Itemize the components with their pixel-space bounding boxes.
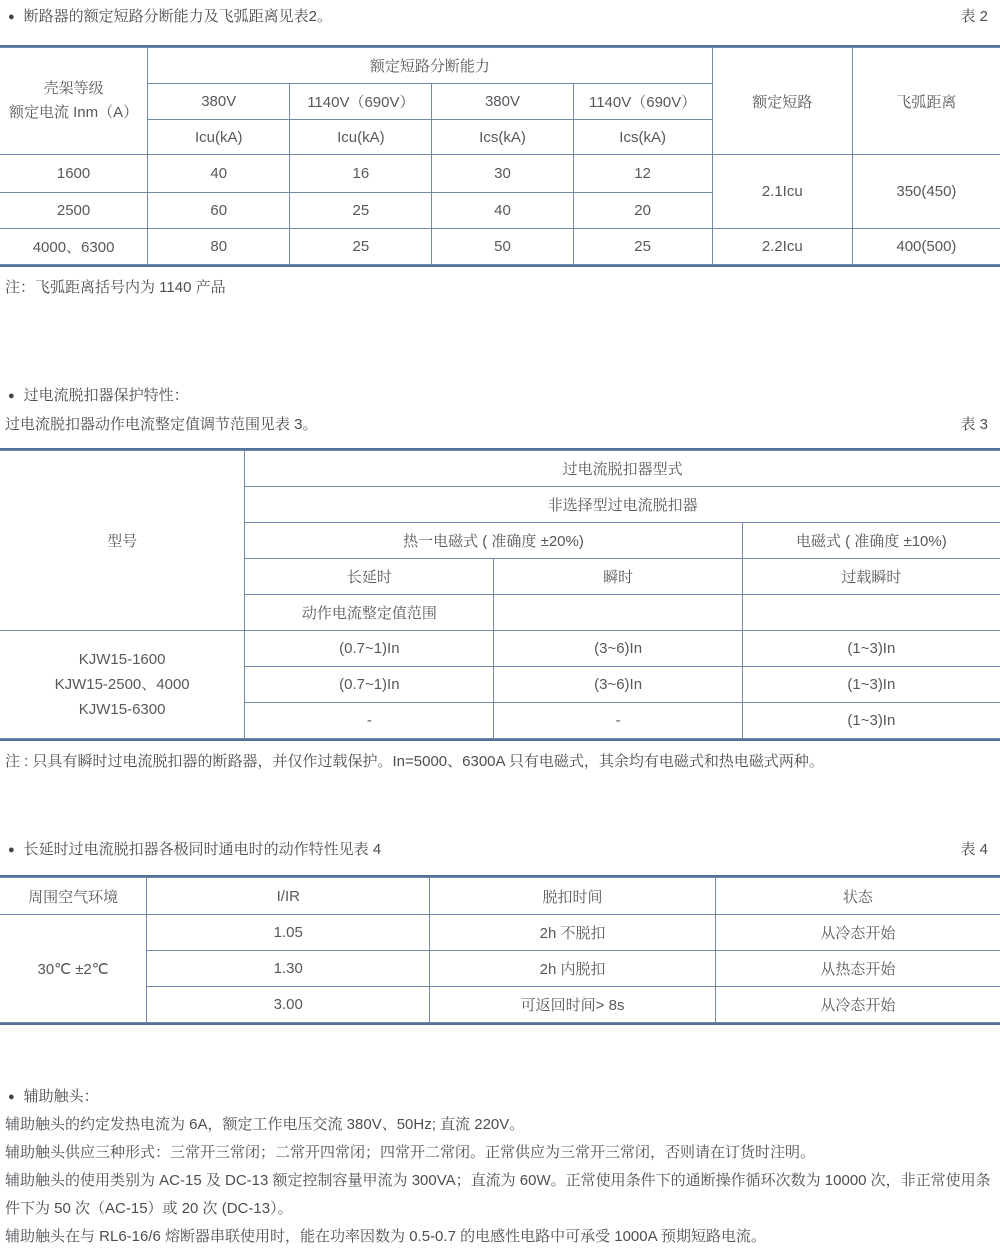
table4-label: 表 4 bbox=[960, 841, 988, 858]
trip-setting-table-wrap bbox=[0, 448, 1000, 741]
table-row bbox=[0, 631, 1000, 667]
magnetic-header: 电磁式 ( 准确度 ±10%) bbox=[742, 523, 1000, 559]
section3-heading-row bbox=[0, 836, 1000, 864]
value-cell: 1.05 bbox=[147, 915, 430, 951]
rated-breaking-table-wrap bbox=[0, 45, 1000, 267]
table-row bbox=[0, 987, 1000, 1023]
section4-heading bbox=[8, 1083, 99, 1111]
section1-heading bbox=[8, 3, 332, 31]
value-cell: 50 bbox=[432, 229, 573, 265]
value-cell: 40 bbox=[432, 193, 573, 229]
value-cell: - bbox=[245, 703, 494, 739]
value-cell: 60 bbox=[148, 193, 290, 229]
voltage-header: 380V bbox=[432, 84, 573, 120]
model-header: 型号 bbox=[0, 451, 245, 631]
arc-distance-cell: 350(450) bbox=[852, 155, 1000, 229]
section1-heading-text: 断路器的额定短路分断能力及飞弧距离见表2。 bbox=[23, 8, 333, 25]
environment-cell: 30℃ ±2℃ bbox=[0, 915, 147, 1023]
value-cell: (3~6)In bbox=[494, 667, 742, 703]
voltage-header: 1140V（690V） bbox=[573, 84, 712, 120]
bullet-icon: ● bbox=[8, 1091, 15, 1103]
table-row bbox=[0, 155, 1000, 193]
value-cell: 20 bbox=[573, 193, 712, 229]
value-cell: 25 bbox=[290, 193, 432, 229]
table2-note: 注：飞弧距离括号内为 1140 产品 bbox=[5, 279, 226, 296]
unit-header: Ics(kA) bbox=[432, 120, 573, 155]
breaking-capacity-header: 额定短路分断能力 bbox=[148, 48, 713, 84]
value-cell: 1.30 bbox=[147, 951, 430, 987]
value-cell: 2h 不脱扣 bbox=[430, 915, 715, 951]
aux-paragraph: 辅助触头的约定发热电流为 6A，额定工作电压交流 380V、50Hz; 直流 220V。 bbox=[5, 1116, 525, 1133]
value-cell: 2h 内脱扣 bbox=[430, 951, 715, 987]
trip-characteristic-table-wrap bbox=[0, 875, 1000, 1025]
section2-heading-text: 过电流脱扣器保护特性： bbox=[23, 387, 189, 404]
value-cell: 30 bbox=[432, 155, 573, 193]
value-cell: (1~3)In bbox=[742, 631, 1000, 667]
rated-short-cell: 2.2Icu bbox=[712, 229, 852, 265]
voltage-header: 380V bbox=[148, 84, 290, 120]
aux-paragraph: 辅助触头供应三种形式：三常开三常闭；二常开四常闭；四常开二常闭。正常供应为三常开三常闭，否则请在订货时注明。 bbox=[5, 1144, 816, 1161]
arc-distance-header: 飞弧距离 bbox=[852, 48, 1000, 155]
value-cell: 25 bbox=[573, 229, 712, 265]
value-cell: - bbox=[494, 703, 742, 739]
empty-cell bbox=[494, 595, 742, 631]
unit-header: Ics(kA) bbox=[573, 120, 712, 155]
table-row bbox=[0, 229, 1000, 265]
range-label-cell: 动作电流整定值范围 bbox=[245, 595, 494, 631]
value-cell: 25 bbox=[290, 229, 432, 265]
state-header: 状态 bbox=[715, 878, 1000, 915]
value-cell: 从冷态开始 bbox=[715, 987, 1000, 1023]
column-header: 过载瞬时 bbox=[742, 559, 1000, 595]
frame-rating-header bbox=[0, 48, 148, 155]
empty-cell bbox=[742, 595, 1000, 631]
frame-cell: 4000、6300 bbox=[0, 229, 148, 265]
model-list-cell bbox=[0, 631, 245, 739]
frame-rating-line1: 壳架等级 bbox=[43, 80, 104, 97]
section2-heading bbox=[8, 382, 189, 410]
thermal-magnetic-header: 热一电磁式 ( 准确度 ±20%) bbox=[245, 523, 742, 559]
trip-type-header: 过电流脱扣器型式 bbox=[245, 451, 1000, 487]
frame-rating-line2: 额定电流 Inm（A） bbox=[8, 104, 139, 121]
value-cell: 从冷态开始 bbox=[715, 915, 1000, 951]
value-cell: (1~3)In bbox=[742, 667, 1000, 703]
value-cell: 16 bbox=[290, 155, 432, 193]
voltage-header: 1140V（690V） bbox=[290, 84, 432, 120]
value-cell: 可返回时间> 8s bbox=[430, 987, 715, 1023]
aux-paragraph: 辅助触头的使用类别为 AC-15 及 DC-13 额定控制容量甲流为 300VA；直流为 60W。正常使用条件下的通断操作循环次数为 10000 次，非正常使用条件下为 50 次（AC-15）或 20 次 (DC-13）。 bbox=[5, 1172, 991, 1217]
value-cell: (1~3)In bbox=[742, 703, 1000, 739]
section2-subheading-text: 过电流脱扣器动作电流整定值调节范围见表 3。 bbox=[5, 416, 318, 433]
ratio-header: I/IR bbox=[147, 878, 430, 915]
bullet-icon: ● bbox=[8, 844, 15, 856]
value-cell: 12 bbox=[573, 155, 712, 193]
rated-short-header: 额定短路 bbox=[712, 48, 852, 155]
bullet-icon: ● bbox=[8, 390, 15, 402]
section3-heading-text: 长延时过电流脱扣器各极同时通电时的动作特性见表 4 bbox=[23, 841, 382, 858]
value-cell: 80 bbox=[148, 229, 290, 265]
bullet-icon: ● bbox=[8, 11, 15, 23]
table-row bbox=[0, 951, 1000, 987]
table3-label: 表 3 bbox=[960, 416, 988, 433]
aux-paragraph: 辅助触头在与 RL6-16/6 熔断器串联使用时，能在功率因数为 0.5-0.7 的电感性电路中可承受 1000A 预期短路电流。 bbox=[5, 1228, 766, 1245]
value-cell: (3~6)In bbox=[494, 631, 742, 667]
trip-setting-table bbox=[0, 450, 1000, 739]
unit-header: Icu(kA) bbox=[148, 120, 290, 155]
section3-heading bbox=[8, 836, 381, 864]
section4-heading-text: 辅助触头： bbox=[23, 1088, 99, 1105]
value-cell: (0.7~1)In bbox=[245, 631, 494, 667]
trip-characteristic-table bbox=[0, 877, 1000, 1023]
arc-distance-cell: 400(500) bbox=[852, 229, 1000, 265]
table-row bbox=[0, 915, 1000, 951]
model-name: KJW15-1600 bbox=[78, 651, 166, 668]
section4-heading-row bbox=[0, 1083, 1000, 1111]
trip-time-header: 脱扣时间 bbox=[430, 878, 715, 915]
table2-label: 表 2 bbox=[960, 8, 988, 25]
column-header: 瞬时 bbox=[494, 559, 742, 595]
value-cell: 3.00 bbox=[147, 987, 430, 1023]
model-name: KJW15-6300 bbox=[78, 701, 166, 718]
env-header: 周围空气环境 bbox=[0, 878, 147, 915]
value-cell: (0.7~1)In bbox=[245, 667, 494, 703]
frame-cell: 2500 bbox=[0, 193, 148, 229]
column-header: 长延时 bbox=[245, 559, 494, 595]
unit-header: Icu(kA) bbox=[290, 120, 432, 155]
section1-heading-row bbox=[0, 0, 1000, 31]
section2-heading-row bbox=[0, 382, 1000, 410]
frame-cell: 1600 bbox=[0, 155, 148, 193]
non-selective-header: 非选择型过电流脱扣器 bbox=[245, 487, 1000, 523]
value-cell: 从热态开始 bbox=[715, 951, 1000, 987]
value-cell: 40 bbox=[148, 155, 290, 193]
table3-note: 注 : 只具有瞬时过电流脱扣器的断路器，并仅作过载保护。In=5000、6300A 只有电磁式，其余均有电磁式和热电磁式两种。 bbox=[5, 753, 824, 770]
model-name: KJW15-2500、4000 bbox=[54, 676, 190, 693]
rated-short-cell: 2.1Icu bbox=[712, 155, 852, 229]
rated-breaking-table bbox=[0, 47, 1000, 265]
section2-subheading-row bbox=[0, 410, 1000, 439]
